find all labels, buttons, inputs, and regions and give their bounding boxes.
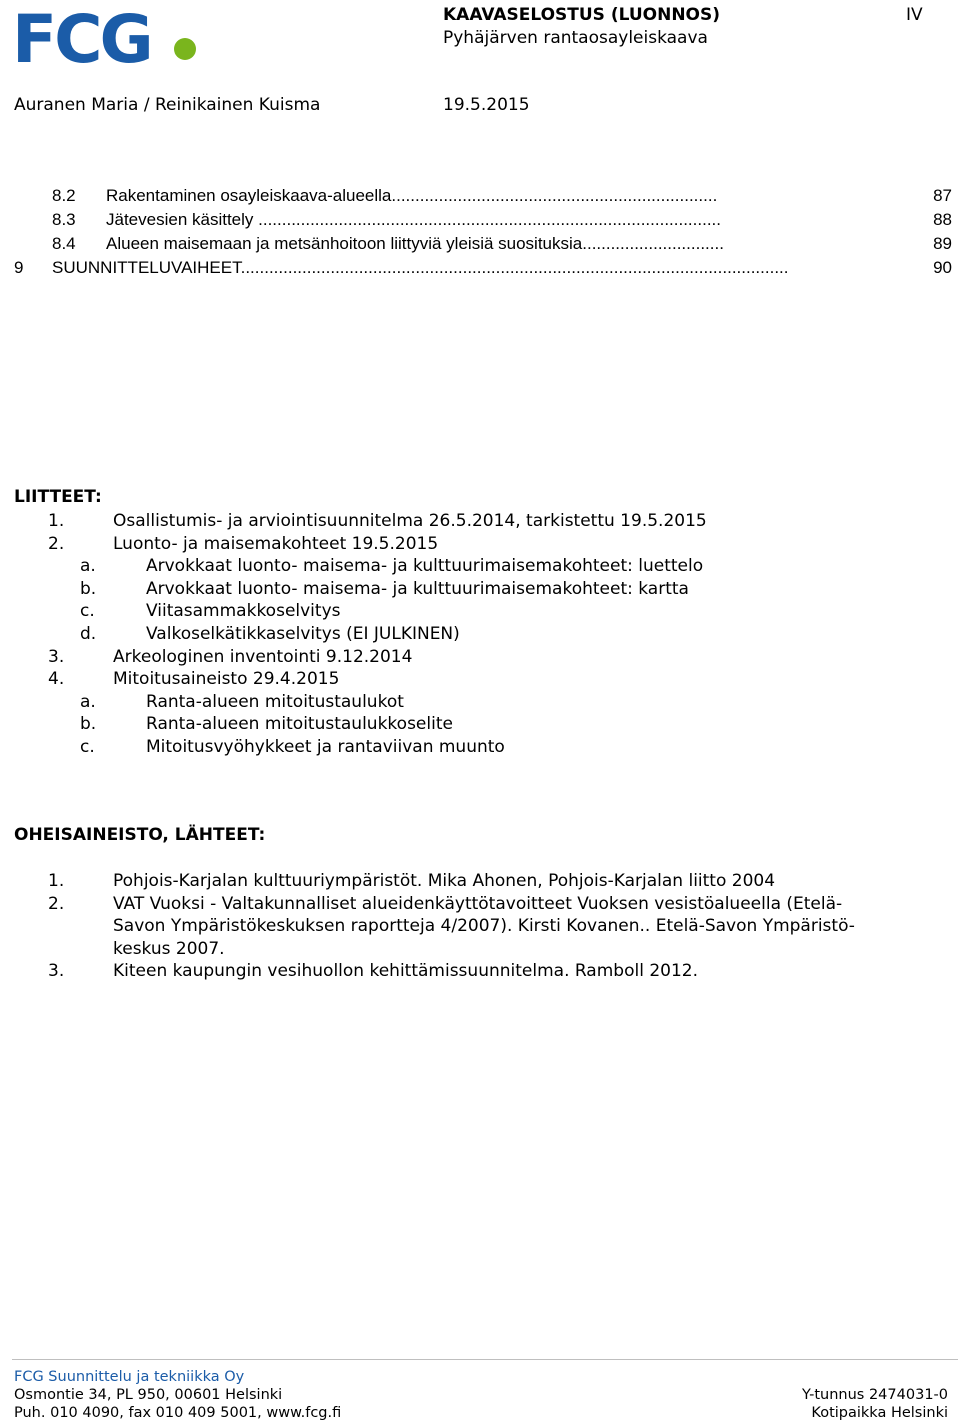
list-item: [0, 623, 960, 646]
list-marker: 1.: [48, 871, 65, 891]
attachments-list: [0, 510, 960, 759]
reference-item: [0, 893, 960, 961]
list-item: [0, 510, 960, 533]
list-item: [0, 578, 960, 601]
list-item: [0, 533, 960, 556]
toc-title: Rakentaminen osayleiskaava-alueella.....................................................................: [106, 186, 718, 205]
attachments-heading: LIITTEET:: [14, 487, 102, 507]
toc-title: SUUNNITTELUVAIHEET....................................................................................................................: [52, 258, 789, 277]
logo-text: FCG: [12, 2, 151, 68]
reference-item: [0, 870, 960, 893]
list-item-text: Ranta-alueen mitoitustaulukkoselite: [146, 714, 453, 735]
toc-entry[interactable]: [0, 184, 960, 208]
list-item: [0, 736, 960, 759]
list-marker: 2.: [48, 893, 65, 914]
list-marker: 1.: [48, 511, 65, 531]
toc-title: Jätevesien käsittely ..................................................................................................: [106, 210, 721, 229]
list-item: [0, 555, 960, 578]
toc-page: 90: [933, 258, 952, 277]
table-of-contents: [0, 184, 960, 280]
toc-entry[interactable]: [0, 232, 960, 256]
reference-text: Kiteen kaupungin vesihuollon kehittämissuunnitelma. Ramboll 2012.: [113, 961, 698, 981]
document-date: 19.5.2015: [443, 95, 530, 115]
list-item: [0, 600, 960, 623]
list-item: [0, 668, 960, 691]
list-marker: b.: [80, 714, 97, 735]
list-marker: c.: [80, 736, 95, 757]
list-item-text: Osallistumis- ja arviointisuunnitelma 26.5.2014, tarkistettu 19.5.2015: [113, 511, 707, 531]
list-item-text: Arvokkaat luonto- maisema- ja kulttuurimaisemakohteet: kartta: [146, 578, 689, 599]
reference-text: Savon Ympäristökeskuksen raportteja 4/2007). Kirsti Kovanen.. Etelä-Savon Ympäristö-: [113, 916, 855, 936]
toc-number: 9: [14, 258, 24, 277]
list-item-text: Luonto- ja maisemakohteet 19.5.2015: [113, 533, 439, 554]
footer-company: FCG Suunnittelu ja tekniikka Oy: [14, 1369, 245, 1385]
page-number: IV: [906, 5, 923, 25]
list-marker: 3.: [48, 961, 65, 981]
document-subtitle: Pyhäjärven rantaosayleiskaava: [443, 28, 708, 48]
reference-text: VAT Vuoksi - Valtakunnalliset alueidenkäyttötavoitteet Vuoksen vesistöalueella (Etelä-: [113, 893, 843, 914]
references-heading: OHEISAINEISTO, LÄHTEET:: [14, 825, 266, 845]
toc-page: 89: [933, 234, 952, 253]
logo-dot: [174, 38, 196, 60]
document-title: KAAVASELOSTUS (LUONNOS): [443, 5, 721, 25]
list-item-text: Mitoitusvyöhykkeet ja rantaviivan muunto: [146, 736, 505, 757]
toc-title: Alueen maisemaan ja metsänhoitoon liittyviä yleisiä suosituksia..............................: [106, 234, 724, 253]
list-marker: 2.: [48, 533, 65, 554]
list-item-text: Ranta-alueen mitoitustaulukot: [146, 691, 404, 712]
list-marker: 4.: [48, 669, 65, 690]
toc-page: 87: [933, 186, 952, 205]
list-item: [0, 713, 960, 736]
fcg-logo: [12, 2, 202, 68]
toc-number: 8.2: [52, 186, 76, 205]
reference-text: Pohjois-Karjalan kulttuuriympäristöt. Mika Ahonen, Pohjois-Karjalan liitto 2004: [113, 871, 776, 891]
reference-item: [0, 960, 960, 983]
toc-page: 88: [933, 210, 952, 229]
toc-entry[interactable]: [0, 256, 960, 280]
reference-text: keskus 2007.: [113, 938, 225, 959]
footer-domicile: Kotipaikka Helsinki: [811, 1405, 948, 1421]
toc-number: 8.4: [52, 234, 76, 253]
footer-contact: Puh. 010 4090, fax 010 409 5001, www.fcg.fi: [14, 1405, 342, 1421]
footer-divider: [12, 1359, 958, 1360]
list-marker: a.: [80, 691, 96, 712]
references-list: [0, 870, 960, 983]
footer-address: Osmontie 34, PL 950, 00601 Helsinki: [14, 1387, 283, 1403]
authors: Auranen Maria / Reinikainen Kuisma: [14, 95, 321, 115]
list-item: [0, 691, 960, 714]
list-marker: b.: [80, 578, 97, 599]
list-marker: c.: [80, 601, 95, 622]
fcg-logo-graphic: [12, 2, 202, 68]
list-item-text: Arkeologinen inventointi 9.12.2014: [113, 646, 413, 667]
list-item-text: Mitoitusaineisto 29.4.2015: [113, 669, 340, 690]
list-item-text: Valkoselkätikkaselvitys (EI JULKINEN): [146, 623, 460, 644]
list-marker: d.: [80, 623, 97, 644]
list-item-text: Viitasammakkoselvitys: [146, 601, 341, 622]
list-marker: 3.: [48, 646, 65, 667]
list-marker: a.: [80, 556, 96, 577]
toc-entry[interactable]: [0, 208, 960, 232]
toc-number: 8.3: [52, 210, 76, 229]
list-item-text: Arvokkaat luonto- maisema- ja kulttuurimaisemakohteet: luettelo: [146, 556, 704, 577]
footer-business-id: Y-tunnus 2474031-0: [801, 1387, 948, 1403]
list-item: [0, 646, 960, 669]
